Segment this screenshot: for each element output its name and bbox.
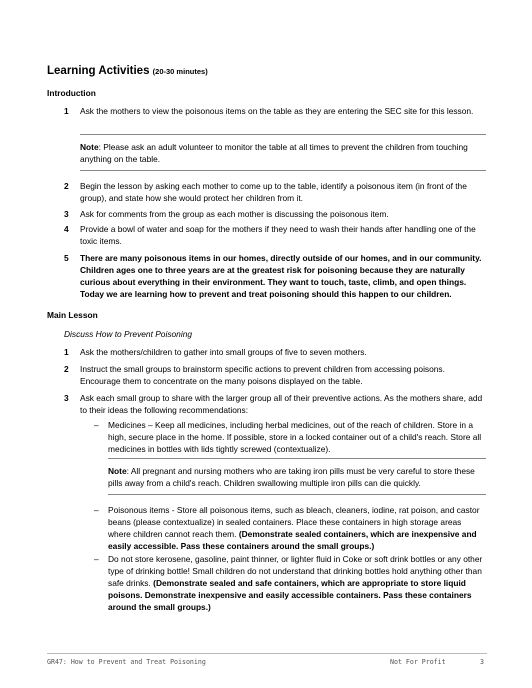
bullet-3-bold: (Demonstrate sealed and safe containers, which are appropriate to store liquid poisons. Demonstrate inexpensive and easily accessible containers. Pass these containers around the small groups.): [108, 578, 472, 612]
bullet-1-dash: –: [94, 420, 99, 430]
main-lesson-heading: Main Lesson: [47, 310, 98, 320]
note-divider-top: [80, 134, 486, 135]
main-item-2-text: Instruct the small groups to brainstorm specific actions to prevent children from accessing poisons. Encourage them to concentrate on the many poisons displayed on the table.: [80, 364, 445, 386]
intro-item-4-text: Provide a bowl of water and soap for the mothers if they need to wash their hands after handling one of the toxic items.: [80, 224, 476, 246]
intro-note: [80, 141, 484, 165]
bullet-1-text: Medicines – Keep all medicines, including herbal medicines, out of the reach of children. Store in a high, secure place in the home. If possible, store in a locked container out of a child's reach. Store all medicines in bottles with lids tightly screwed (contextualize).: [108, 420, 482, 454]
intro-item-3-number: 3: [64, 209, 69, 219]
title-main: Learning Activities: [47, 65, 150, 77]
footer-divider: [47, 653, 487, 654]
note-label: Note: [108, 466, 127, 476]
main-item-3-number: 3: [64, 393, 69, 403]
main-note: [108, 465, 486, 489]
intro-item-5-text: There are many poisonous items in our homes, directly outside of our homes, and in our community. Children ages one to three years are at the greatest risk for poisoning because they are naturally curious about everything in their environment. They want to touch, taste, climb, and open things. Today we are learning how to prevent and treat poisoning should this happen to our children.: [80, 253, 482, 299]
note-divider-bottom: [108, 494, 486, 495]
bullet-2-bold: (Demonstrate sealed containers, which are inexpensive and easily accessible. Pass these containers around the small groups.): [108, 529, 477, 551]
bullet-3-text: [108, 553, 486, 613]
main-lesson-subheading: Discuss How to Prevent Poisoning: [64, 329, 193, 339]
bullet-2-dash: –: [94, 505, 99, 515]
note-text: : All pregnant and nursing mothers who are taking iron pills must be very careful to store these pills away from a child's reach. Children swallowing multiple iron pills can die quickly.: [108, 466, 475, 488]
note-label: Note: [80, 142, 99, 152]
page-number: 3: [480, 658, 484, 666]
intro-item-2-text: Begin the lesson by asking each mother to come up to the table, identify a poisonous item (in front of the group), and state how she would protect her children from it.: [80, 181, 467, 203]
title-duration: (20-30 minutes): [152, 67, 208, 76]
footer-document-title: GR47: How to Prevent and Treat Poisoning: [47, 658, 206, 666]
intro-item-2-number: 2: [64, 181, 69, 191]
bullet-2-text: [108, 504, 486, 552]
note-text: : Please ask an adult volunteer to monitor the table at all times to prevent the children from touching anything on the table.: [80, 142, 468, 164]
bullet-2-plain: Poisonous items - Store all poisonous items, such as bleach, cleaners, iodine, rat poison, and castor beans (please contextualize) in sealed containers. Place these containers in high storage areas where children cannot reach them.: [108, 505, 480, 539]
intro-item-3-text: Ask for comments from the group as each mother is discussing the poisonous item.: [80, 209, 389, 219]
main-item-1-text: Ask the mothers/children to gather into small groups of five to seven mothers.: [80, 347, 367, 357]
intro-item-4-number: 4: [64, 224, 69, 234]
main-item-2-number: 2: [64, 364, 69, 374]
footer-not-for-profit: Not For Profit: [390, 658, 446, 666]
note-divider-bottom: [80, 170, 486, 171]
main-item-1-number: 1: [64, 347, 69, 357]
intro-item-1-number: 1: [64, 106, 69, 116]
intro-item-1-text: Ask the mothers to view the poisonous items on the table as they are entering the SEC site for this lesson.: [80, 106, 474, 116]
bullet-3-plain: Do not store kerosene, gasoline, paint thinner, or lighter fluid in Coke or soft drink bottles or any other type of drinking bottle! Small children do not understand that drinking bottles hold anything other than safe drinks.: [108, 554, 483, 588]
bullet-3-dash: –: [94, 554, 99, 564]
intro-item-5-number: 5: [64, 253, 69, 263]
intro-heading: Introduction: [47, 88, 96, 98]
note-divider-top: [108, 458, 486, 459]
main-item-3-text: Ask each small group to share with the larger group all of their preventive actions. As the mothers share, add to their ideas the following recommendations:: [80, 393, 483, 415]
page-title: [47, 65, 208, 77]
